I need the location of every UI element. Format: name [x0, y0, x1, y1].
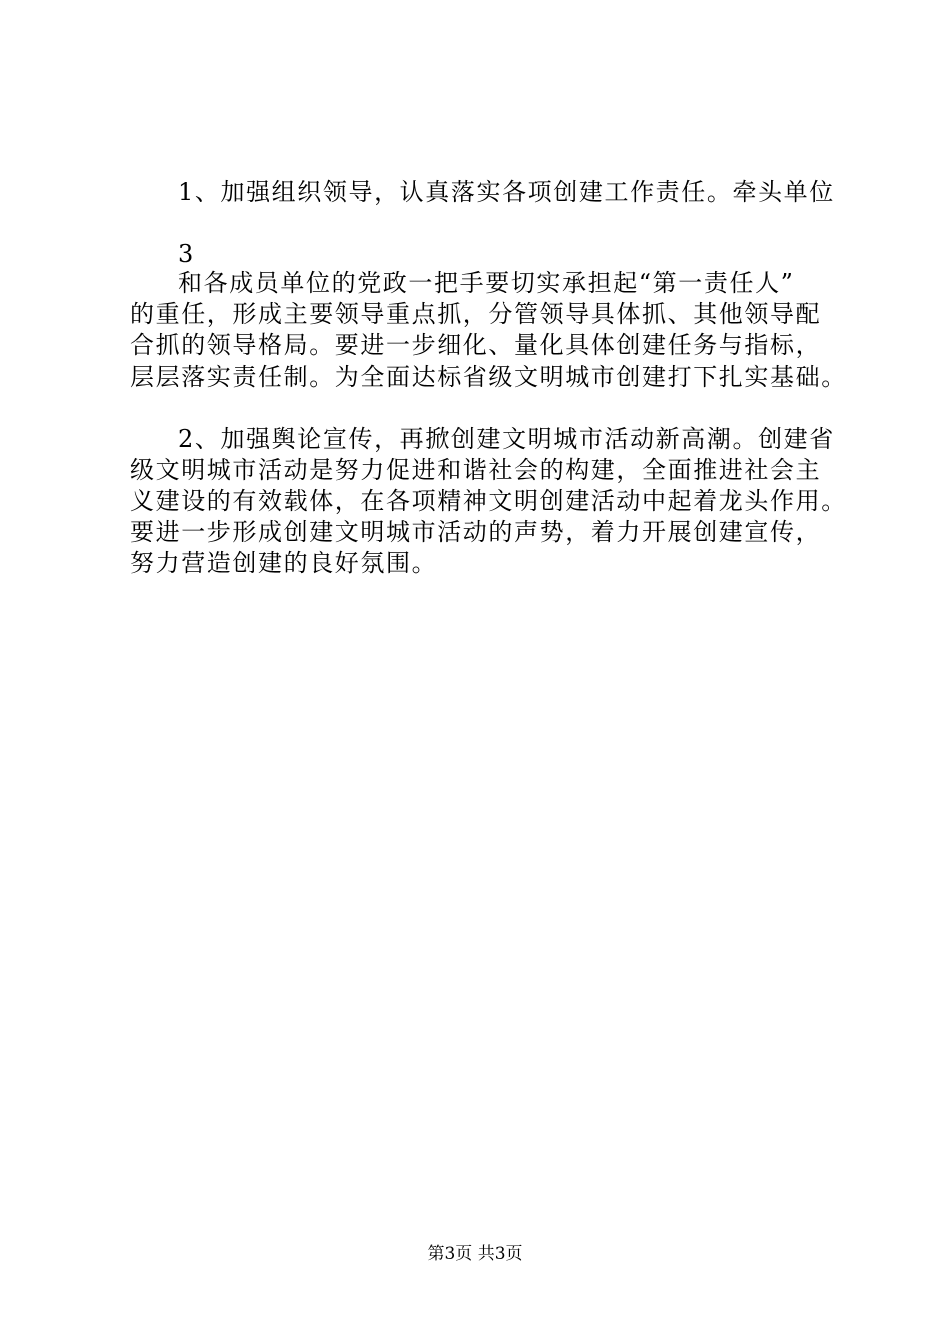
- page-footer: 第3页 共3页: [427, 1244, 523, 1264]
- paragraph-2-line-1: 2、加强舆论宣传，再掀创建文明城市活动新高潮。创建省: [178, 425, 835, 453]
- paragraph-1-line-4: 合抓的领导格局。要进一步细化、量化具体创建任务与指标，: [130, 331, 822, 359]
- paragraph-2-line-4: 要进一步形成创建文明城市活动的声势，着力开展创建宣传，: [130, 518, 822, 546]
- paragraph-2-line-2: 级文明城市活动是努力促进和谐社会的构建，全面推进社会主: [130, 456, 822, 484]
- paragraph-1-line-2: 和各成员单位的党政一把手要切实承担起“第一责任人”: [178, 269, 795, 297]
- paragraph-2-line-5: 努力营造创建的良好氛围。: [130, 549, 438, 577]
- paragraph-1-line-1: 1、加强组织领导，认真落实各项创建工作责任。牵头单位: [178, 178, 835, 206]
- paragraph-2-line-3: 义建设的有效载体，在各项精神文明创建活动中起着龙头作用。: [130, 487, 847, 515]
- paragraph-1-line-5: 层层落实责任制。为全面达标省级文明城市创建打下扎实基础。: [130, 363, 847, 391]
- page-break-number: 3: [178, 240, 195, 268]
- paragraph-1-line-3: 的重任，形成主要领导重点抓，分管领导具体抓、其他领导配: [130, 300, 822, 328]
